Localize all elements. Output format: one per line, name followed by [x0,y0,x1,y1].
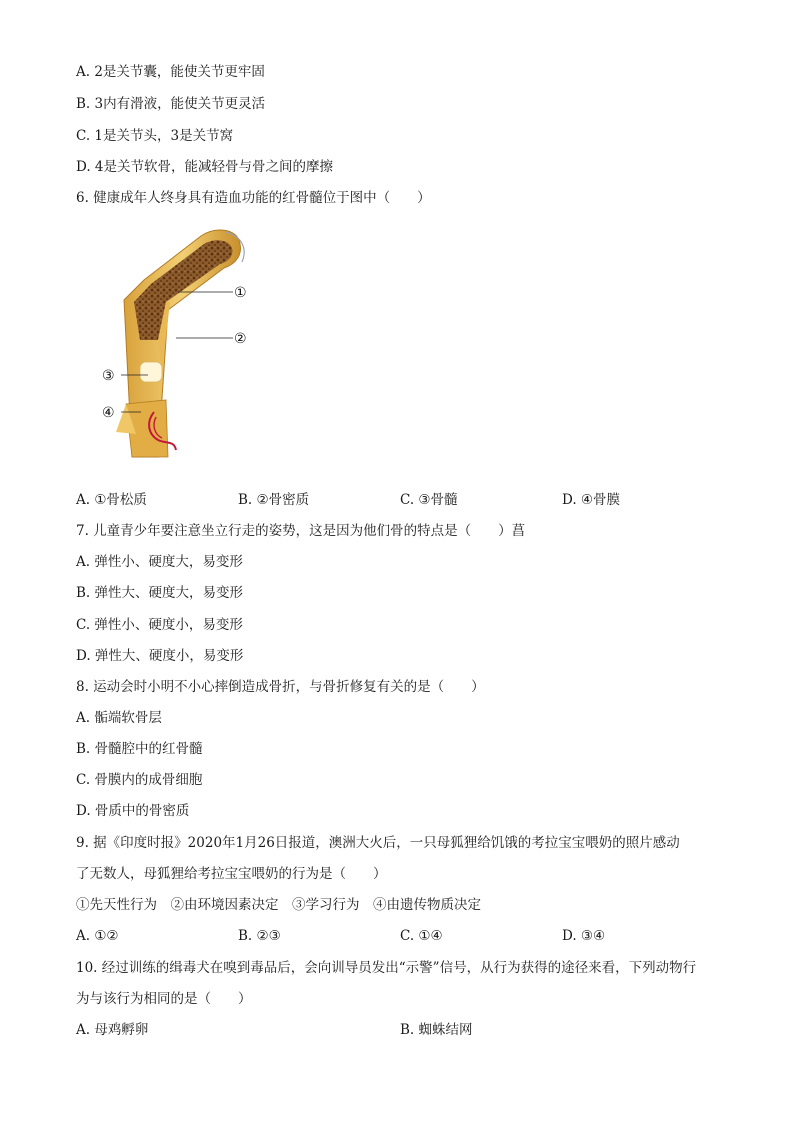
q9-option-d: D. ③④ [562,928,606,944]
q8-option-d: D. 骨质中的骨密质 [76,803,190,819]
q9-statements: ①先天性行为 ②由环境因素决定 ③学习行为 ④由遗传物质决定 [76,897,481,913]
q9-stem-line2: 了无数人，母狐狸给考拉宝宝喂奶的行为是（ ） [76,866,387,882]
q7-option-a: A. 弹性小、硬度大，易变形 [76,554,243,570]
q7-option-b: B. 弹性大、硬度大，易变形 [76,585,244,601]
q10-stem-line2: 为与该行为相同的是（ ） [76,991,252,1007]
q5-option-a: A. 2是关节囊，能使关节更牢固 [76,64,265,80]
q9-option-a: A. ①② [76,928,119,944]
q8-option-b: B. 骨髓腔中的红骨髓 [76,741,203,757]
q5-option-c: C. 1是关节头，3是关节窝 [76,128,234,144]
q7-option-d: D. 弹性大、硬度小，易变形 [76,648,244,664]
figure-label-3: ③ [102,368,115,384]
q5-option-b: B. 3内有滑液，能使关节更灵活 [76,96,266,112]
q8-option-a: A. 骺端软骨层 [76,710,162,726]
q7-stem: 7. 儿童青少年要注意坐立行走的姿势，这是因为他们骨的特点是（ ）菖 [76,523,526,539]
q6-option-c: C. ③骨髓 [400,492,458,508]
q9-option-b: B. ②③ [238,928,281,944]
q10-stem-line1: 10. 经过训练的缉毒犬在嗅到毒品后，会向训导员发出“示警”信号，从行为获得的途径来看，下列动物行 [76,960,697,976]
q10-option-a: A. 母鸡孵卵 [76,1022,149,1038]
q7-option-c: C. 弹性小、硬度小，易变形 [76,617,243,633]
q6-option-b: B. ②骨密质 [238,492,310,508]
figure-label-4: ④ [102,405,115,421]
q5-option-d: D. 4是关节软骨，能减轻骨与骨之间的摩擦 [76,159,334,175]
q9-stem-line1: 9. 据《印度时报》2020年1月26日报道，澳洲大火后，一只母狐狸给饥饿的考拉宝宝喂奶的照片感动 [76,835,680,851]
q6-option-d: D. ④骨膜 [562,492,621,508]
q8-option-c: C. 骨膜内的成骨细胞 [76,772,203,788]
figure-label-2: ② [234,331,247,347]
q6-option-a: A. ①骨松质 [76,492,147,508]
q8-stem: 8. 运动会时小明不小心摔倒造成骨折，与骨折修复有关的是（ ） [76,679,485,695]
q9-option-c: C. ①④ [400,928,443,944]
q6-stem: 6. 健康成年人终身具有造血功能的红骨髓位于图中（ ） [76,190,431,206]
bone-structure-figure [96,222,296,472]
q10-option-b: B. 蜘蛛结网 [400,1022,473,1038]
figure-label-1: ① [234,285,247,301]
